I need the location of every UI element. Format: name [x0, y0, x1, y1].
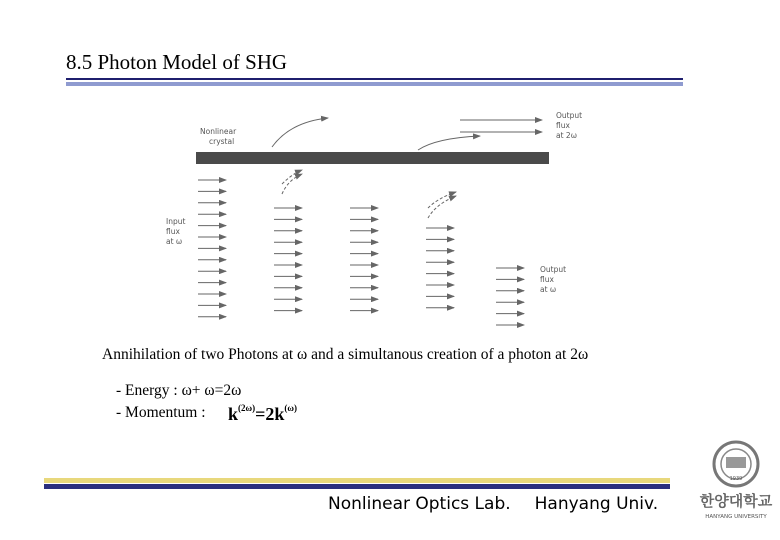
momentum-k1: k [228, 404, 239, 424]
curved-arrow-2w-1 [272, 118, 328, 147]
label-outputw-2: flux [540, 275, 554, 284]
figure-caption: Annihilation of two Photons at ω and a simultanous creation of a photon at 2ω [102, 346, 589, 363]
logo-year: 1939 [729, 476, 743, 482]
footer-univ: Hanyang Univ. [534, 494, 659, 514]
logo-seal-book [726, 457, 746, 468]
input-flux-arrows [198, 180, 524, 325]
label-output2w-2: flux [556, 121, 570, 130]
momentum-equation [228, 404, 297, 425]
header-rule-light [66, 82, 683, 86]
label-input-2: flux [166, 227, 180, 236]
momentum-sup2: (ω) [284, 402, 297, 413]
label-input-3: at ω [166, 237, 183, 246]
dashed-arrow-c [428, 196, 456, 218]
hanyang-logo [694, 438, 778, 528]
shg-photon-figure [160, 100, 590, 340]
footer-lab: Nonlinear Optics Lab. [328, 494, 511, 514]
footer-rule-dark [44, 484, 670, 489]
curved-arrow-2w-2 [418, 136, 480, 150]
logo-english: HANYANG UNIVERSITY [705, 514, 767, 520]
momentum-mid: =2k [255, 404, 285, 424]
momentum-label: - Momentum : [116, 404, 206, 421]
nonlinear-crystal-bar [196, 152, 549, 164]
footer-rule-gold [44, 478, 670, 483]
page-title: 8.5 Photon Model of SHG [66, 50, 288, 74]
header-rule-dark [66, 78, 683, 80]
label-input-1: Input [166, 217, 186, 226]
label-outputw-1: Output [540, 265, 567, 274]
logo-korean: 한양대학교 [699, 492, 773, 510]
label-outputw-3: at ω [540, 285, 557, 294]
energy-equation: - Energy : ω+ ω=2ω [116, 382, 242, 399]
label-output2w-3: at 2ω [556, 131, 577, 140]
footer-text [328, 494, 658, 514]
label-crystal-1: Nonlinear [200, 127, 237, 136]
label-crystal-2: crystal [209, 137, 235, 146]
momentum-sup1: (2ω) [238, 402, 256, 413]
dashed-arrow-b [282, 170, 302, 184]
dashed-arrow-d [428, 192, 456, 208]
dashed-arrow-a [282, 174, 302, 194]
label-output2w-1: Output [556, 111, 583, 120]
